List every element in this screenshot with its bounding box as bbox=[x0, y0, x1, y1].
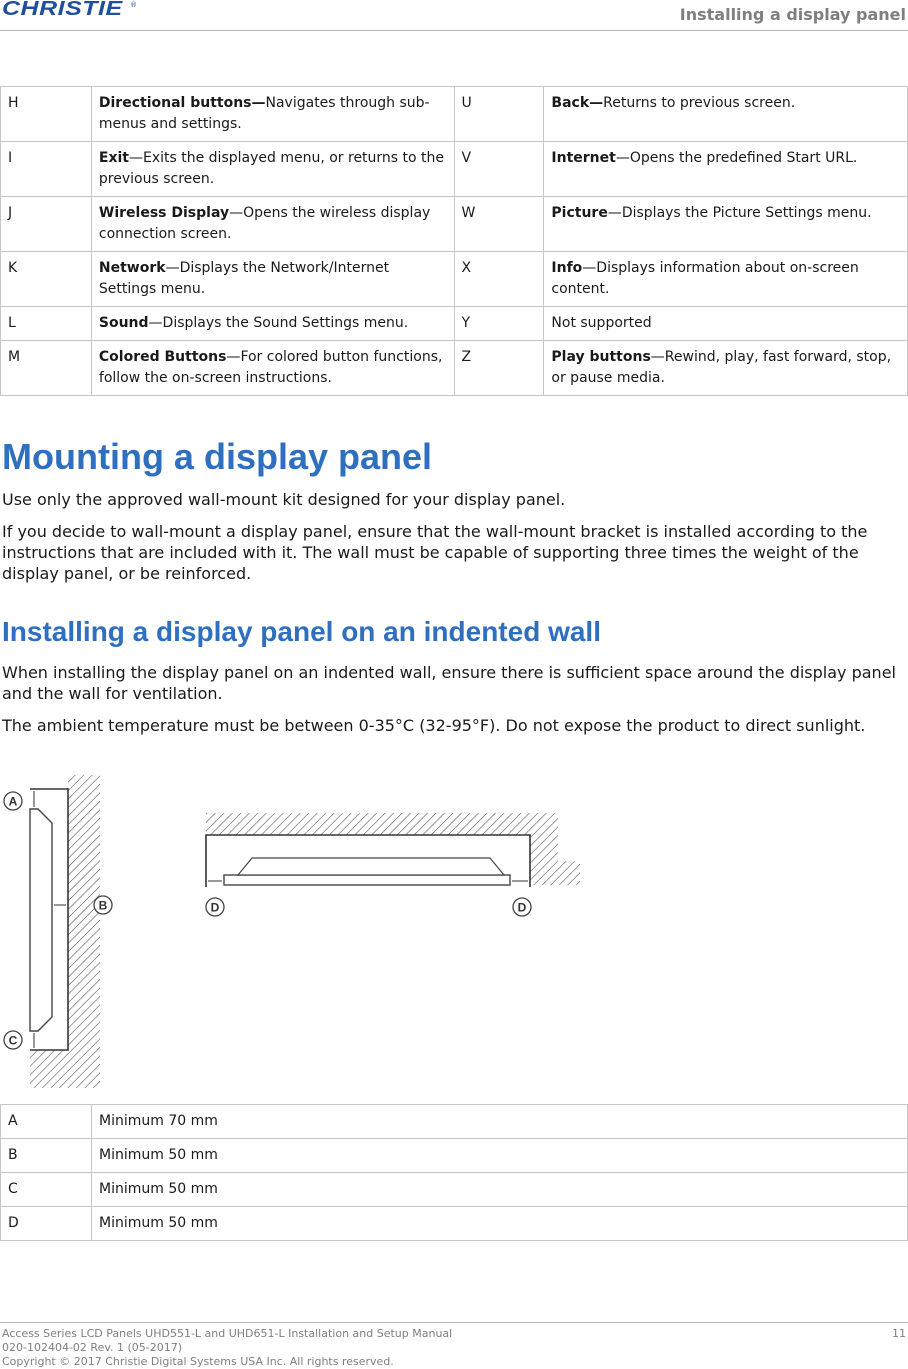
term: Exit bbox=[98, 150, 129, 166]
description-cell bbox=[544, 87, 908, 142]
term: Play buttons bbox=[551, 349, 651, 365]
key-cell: C bbox=[1, 1173, 92, 1207]
table-row bbox=[1, 142, 908, 197]
label-c bbox=[4, 1031, 22, 1049]
footer-doc-id: 020-102404-02 Rev. 1 (05-2017) bbox=[2, 1341, 183, 1354]
term: Sound bbox=[98, 315, 149, 331]
key-cell: W bbox=[454, 197, 544, 252]
definition: Navigates through sub-menus and settings. bbox=[98, 95, 430, 132]
key-cell: K bbox=[1, 252, 92, 307]
table-row bbox=[1, 1173, 908, 1207]
label-a-text: A bbox=[8, 794, 18, 809]
key-cell: I bbox=[1, 142, 92, 197]
table-row bbox=[1, 1105, 908, 1139]
description-cell bbox=[91, 87, 454, 142]
header-title: Installing a display panel bbox=[679, 5, 906, 24]
description-cell bbox=[544, 341, 908, 396]
table-row bbox=[1, 1139, 908, 1173]
side-view bbox=[30, 775, 100, 1088]
definition: —For colored button functions, follow the on-screen instructions. bbox=[98, 349, 443, 386]
value-cell: Minimum 50 mm bbox=[92, 1173, 908, 1207]
label-d-left bbox=[206, 898, 224, 916]
registered-mark: ® bbox=[130, 1, 137, 9]
definition: —Displays the Sound Settings menu. bbox=[148, 315, 409, 331]
value-cell: Minimum 70 mm bbox=[92, 1105, 908, 1139]
remote-buttons-table bbox=[0, 86, 908, 396]
key-cell: J bbox=[1, 197, 92, 252]
definition: —Opens the wireless display connection screen. bbox=[98, 205, 431, 242]
footer-manual-title: Access Series LCD Panels UHD551-L and UHD651-L Installation and Setup Manual bbox=[2, 1327, 453, 1340]
heading-mounting: Mounting a display panel bbox=[2, 436, 433, 477]
definition: —Rewind, play, fast forward, stop, or pause media. bbox=[551, 349, 892, 386]
definition: —Displays the Network/Internet Settings menu. bbox=[98, 260, 390, 297]
key-cell: V bbox=[454, 142, 544, 197]
definition: Returns to previous screen. bbox=[603, 95, 796, 111]
term: Back— bbox=[551, 95, 604, 111]
term: Directional buttons— bbox=[98, 95, 266, 111]
heading-indented-wall: Installing a display panel on an indented wall bbox=[2, 616, 601, 647]
paragraph: If you decide to wall-mount a display panel, ensure that the wall-mount bracket is installed according to the instructions that are included with it. The wall must be capable of supporting three times the weight of the display panel, or be reinforced. bbox=[2, 522, 868, 583]
description-cell bbox=[91, 142, 454, 197]
description-cell bbox=[544, 252, 908, 307]
label-b-text: B bbox=[98, 898, 108, 913]
label-d-left-text: D bbox=[210, 900, 220, 915]
key-cell: A bbox=[1, 1105, 92, 1139]
key-cell: B bbox=[1, 1139, 92, 1173]
label-a bbox=[4, 792, 22, 810]
paragraph: When installing the display panel on an indented wall, ensure there is sufficient space around the display panel and the wall for ventilation. bbox=[2, 663, 896, 703]
key-cell: U bbox=[454, 87, 544, 142]
page-number: 11 bbox=[892, 1327, 906, 1340]
term: Wireless Display bbox=[98, 205, 230, 221]
label-c-text: C bbox=[8, 1033, 18, 1048]
clearance-table bbox=[0, 1104, 908, 1241]
key-cell: M bbox=[1, 341, 92, 396]
label-d-right-text: D bbox=[517, 900, 527, 915]
definition: —Displays information about on-screen content. bbox=[551, 260, 859, 297]
page-header bbox=[0, 0, 908, 31]
description-cell bbox=[544, 307, 908, 341]
table-row bbox=[1, 341, 908, 396]
table-row bbox=[1, 1207, 908, 1241]
label-d-right bbox=[513, 898, 531, 916]
footer-copyright: Copyright © 2017 Christie Digital Systems USA Inc. All rights reserved. bbox=[2, 1355, 394, 1368]
definition: Not supported bbox=[551, 315, 652, 331]
paragraph: The ambient temperature must be between 0-35°C (32-95°F). Do not expose the product to direct sunlight. bbox=[2, 716, 866, 735]
definition: —Displays the Picture Settings menu. bbox=[607, 205, 872, 221]
panel-side bbox=[30, 809, 52, 1031]
description-cell bbox=[91, 341, 454, 396]
description-cell bbox=[544, 197, 908, 252]
definition: —Exits the displayed menu, or returns to the previous screen. bbox=[98, 150, 445, 187]
description-cell bbox=[544, 142, 908, 197]
key-cell: D bbox=[1, 1207, 92, 1241]
christie-logo: CHRISTIE bbox=[2, 0, 123, 20]
panel-stand bbox=[238, 858, 504, 875]
value-cell: Minimum 50 mm bbox=[92, 1207, 908, 1241]
table-row bbox=[1, 197, 908, 252]
term: Picture bbox=[551, 205, 608, 221]
description-cell bbox=[91, 252, 454, 307]
label-b bbox=[94, 896, 112, 914]
table-row bbox=[1, 252, 908, 307]
key-cell: H bbox=[1, 87, 92, 142]
top-view bbox=[186, 813, 580, 887]
key-cell: X bbox=[454, 252, 544, 307]
key-cell: Z bbox=[454, 341, 544, 396]
table-row bbox=[1, 307, 908, 341]
key-cell: Y bbox=[454, 307, 544, 341]
term: Colored Buttons bbox=[98, 349, 227, 365]
description-cell bbox=[91, 307, 454, 341]
indented-wall-diagram bbox=[0, 765, 600, 1095]
panel-top bbox=[224, 875, 510, 885]
description-cell bbox=[91, 197, 454, 252]
page-footer bbox=[0, 1322, 908, 1369]
key-cell: L bbox=[1, 307, 92, 341]
value-cell: Minimum 50 mm bbox=[92, 1139, 908, 1173]
paragraph: Use only the approved wall-mount kit designed for your display panel. bbox=[2, 490, 566, 509]
table-row bbox=[1, 87, 908, 142]
term: Internet bbox=[551, 150, 616, 166]
term: Info bbox=[551, 260, 583, 276]
definition: —Opens the predefined Start URL. bbox=[615, 150, 858, 166]
term: Network bbox=[98, 260, 166, 276]
